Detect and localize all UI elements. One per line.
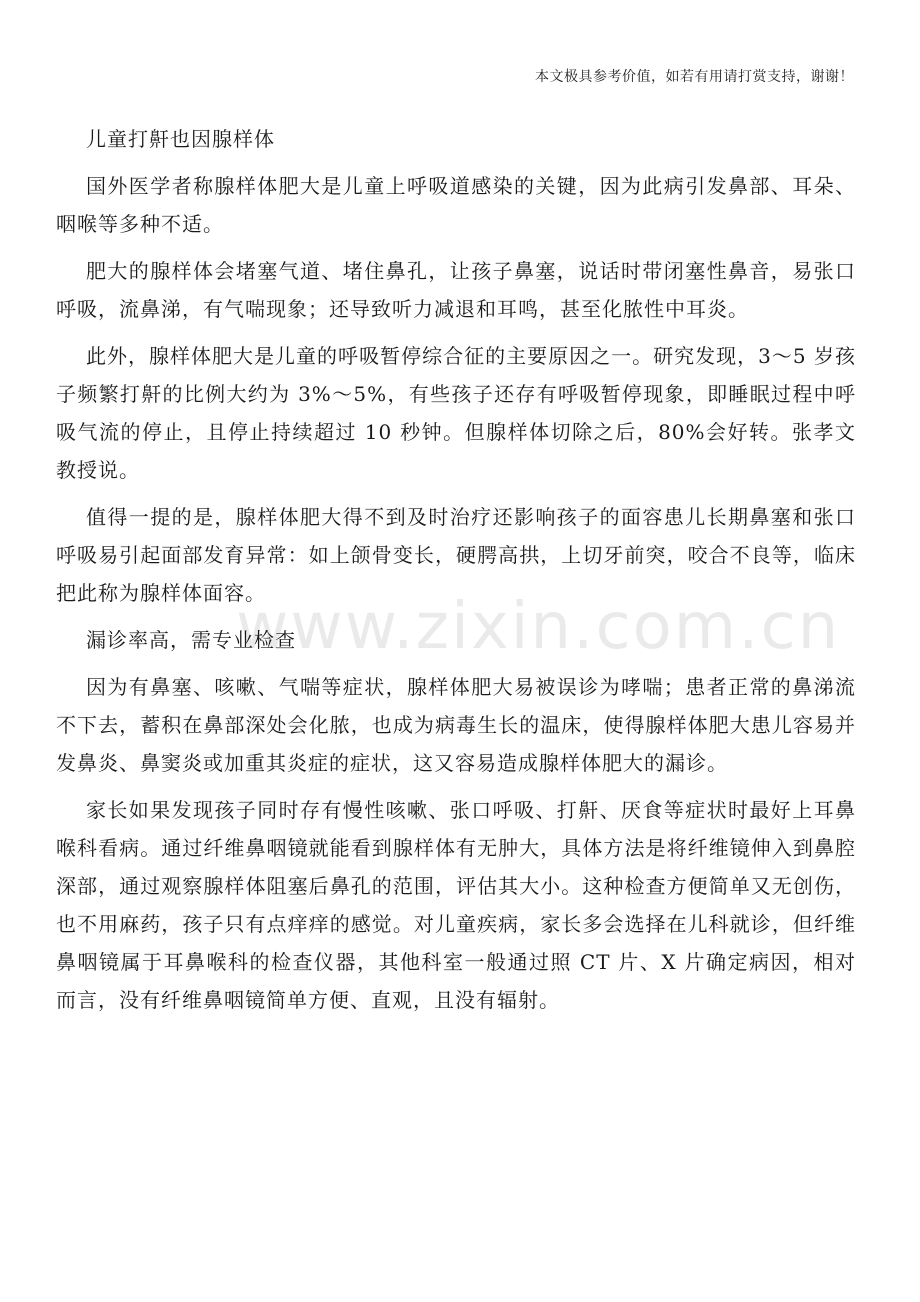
paragraph: 家长如果发现孩子同时存有慢性咳嗽、张口呼吸、打鼾、厌食等症状时最好上耳鼻喉科看病。通过纤维鼻咽镜就能看到腺样体有无肿大，具体方法是将纤维镜伸入到鼻腔深部，通过观察腺样体阻塞后鼻孔的范围，评估其大小。这种检查方便简单又无创伤，也不用麻药，孩子只有点痒痒的感觉。对儿童疾病，家长多会选择在儿科就诊，但纤维鼻咽镜属于耳鼻喉科的检查仪器，其他科室一般通过照 CT 片、X 片确定病因，相对而言，没有纤维鼻咽镜简单方便、直观，且没有辐射。 xyxy=(56,798,856,1012)
article-body xyxy=(56,120,856,1028)
header-note: 本文极具参考价值，如若有用请打赏支持，谢谢！ xyxy=(535,69,854,85)
paragraph: 值得一提的是，腺样体肥大得不到及时治疗还影响孩子的面容患儿长期鼻塞和张口呼吸易引起面部发育异常：如上颌骨变长，硬腭高拱，上切牙前突，咬合不良等，临床把此称为腺样体面容。 xyxy=(56,505,856,605)
article-title: 儿童打鼾也因腺样体 xyxy=(86,127,275,151)
paragraph: 国外医学者称腺样体肥大是儿童上呼吸道感染的关键，因为此病引发鼻部、耳朵、咽喉等多种不适。 xyxy=(56,174,856,236)
section-subtitle: 漏诊率高，需专业检查 xyxy=(86,628,296,652)
paragraph: 肥大的腺样体会堵塞气道、堵住鼻孔，让孩子鼻塞，说话时带闭塞性鼻音，易张口呼吸，流鼻涕，有气喘现象；还导致听力减退和耳鸣，甚至化脓性中耳炎。 xyxy=(56,259,856,321)
paragraph: 此外，腺样体肥大是儿童的呼吸暂停综合征的主要原因之一。研究发现，3～5 岁孩子频繁打鼾的比例大约为 3%～5%，有些孩子还存有呼吸暂停现象，即睡眠过程中呼吸气流的停止，且停止持续超过 10 秒钟。但腺样体切除之后，80%会好转。张孝文教授说。 xyxy=(56,344,856,482)
watermark: www.zixin.com.cn xyxy=(236,590,841,664)
paragraph: 因为有鼻塞、咳嗽、气喘等症状，腺样体肥大易被误诊为哮喘；患者正常的鼻涕流不下去，蓄积在鼻部深处会化脓，也成为病毒生长的温床，使得腺样体肥大患儿容易并发鼻炎、鼻窦炎或加重其炎症的症状，这又容易造成腺样体肥大的漏诊。 xyxy=(56,675,856,775)
